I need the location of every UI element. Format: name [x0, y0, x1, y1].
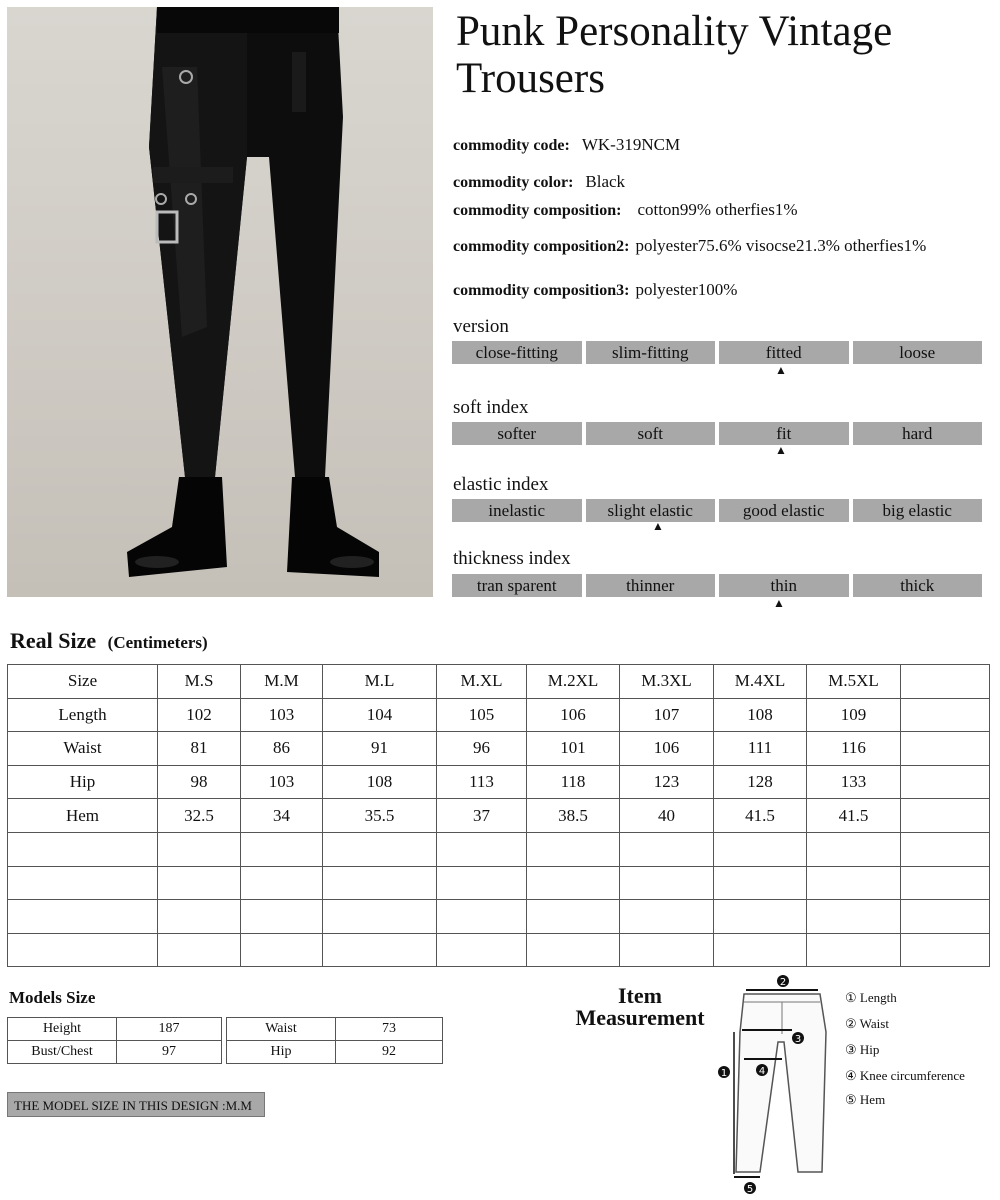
table-row: Bust/Chest 97 [8, 1041, 222, 1064]
table-cell: Length [8, 698, 158, 732]
table-cell: M.L [323, 665, 437, 699]
table-cell [901, 900, 990, 934]
table-cell: M.3XL [620, 665, 714, 699]
table-cell: 104 [323, 698, 437, 732]
table-cell: 107 [620, 698, 714, 732]
elastic-index-option: slight elastic [586, 499, 716, 522]
soft-index-scale [452, 422, 982, 445]
models-size-table-right [226, 1017, 443, 1064]
table-cell: 116 [807, 732, 901, 766]
table-cell [437, 900, 527, 934]
table-cell [158, 933, 241, 967]
svg-text:4: 4 [758, 1066, 766, 1077]
table-cell [620, 900, 714, 934]
thickness-index-option: thinner [586, 574, 716, 597]
elastic-index-option: inelastic [452, 499, 582, 522]
model-size-note: THE MODEL SIZE IN THIS DESIGN :M.M [7, 1092, 265, 1117]
table-cell: 133 [807, 765, 901, 799]
table-cell: 40 [620, 799, 714, 833]
table-row [8, 698, 990, 732]
table-cell [620, 933, 714, 967]
table-cell [8, 832, 158, 866]
thickness-index-option: thick [853, 574, 983, 597]
product-photo [7, 7, 433, 597]
table-cell [323, 866, 437, 900]
table-cell [527, 900, 620, 934]
thickness-index-option: thin [719, 574, 849, 597]
table-cell [807, 866, 901, 900]
table-cell [437, 866, 527, 900]
legend-item-waist: ② Waist [845, 1016, 889, 1031]
legend-item-hip: ③ Hip [845, 1042, 880, 1057]
table-cell: 91 [323, 732, 437, 766]
table-cell [901, 933, 990, 967]
table-cell: 108 [323, 765, 437, 799]
table-cell [158, 900, 241, 934]
svg-text:5: 5 [746, 1184, 754, 1195]
real-size-title: Real Size (Centimeters) [10, 628, 208, 653]
spec-color: commodity color: Black [453, 172, 626, 191]
soft-index-option: softer [452, 422, 582, 445]
table-row [8, 900, 990, 934]
table-cell: 96 [437, 732, 527, 766]
table-cell: M.XL [437, 665, 527, 699]
table-cell [8, 866, 158, 900]
table-cell: M.M [241, 665, 323, 699]
version-label: version [453, 316, 509, 337]
table-cell: 98 [158, 765, 241, 799]
thickness-index-indicator-icon: ▲ [773, 596, 785, 610]
thickness-index-scale [452, 574, 982, 597]
table-cell: 35.5 [323, 799, 437, 833]
table-cell [241, 933, 323, 967]
table-row [8, 799, 990, 833]
table-cell: 108 [714, 698, 807, 732]
table-cell [714, 900, 807, 934]
table-cell [323, 900, 437, 934]
soft-index-option: hard [853, 422, 983, 445]
soft-index-option: fit [719, 422, 849, 445]
table-cell [714, 832, 807, 866]
table-cell: Hem [8, 799, 158, 833]
table-cell: 111 [714, 732, 807, 766]
models-size-title: Models Size [9, 988, 96, 1007]
soft-index-option: soft [586, 422, 716, 445]
soft-index-label: soft index [453, 397, 529, 418]
elastic-index-scale [452, 499, 982, 522]
table-cell: 109 [807, 698, 901, 732]
legend-item-knee: ④ Knee circumference [845, 1068, 965, 1083]
table-cell: 123 [620, 765, 714, 799]
table-cell: 38.5 [527, 799, 620, 833]
table-cell [901, 698, 990, 732]
table-cell: M.2XL [527, 665, 620, 699]
measurement-legend [845, 990, 965, 1108]
table-cell [901, 799, 990, 833]
table-cell [8, 933, 158, 967]
table-cell: 102 [158, 698, 241, 732]
table-cell [241, 900, 323, 934]
table-cell: 86 [241, 732, 323, 766]
models-size-table-left [7, 1017, 222, 1064]
legend-item-length: ① Length [845, 990, 897, 1005]
table-cell: 103 [241, 765, 323, 799]
table-cell: M.5XL [807, 665, 901, 699]
table-cell [241, 832, 323, 866]
table-cell: M.S [158, 665, 241, 699]
table-cell: 34 [241, 799, 323, 833]
version-option: slim-fitting [586, 341, 716, 364]
spec-composition: commodity composition: cotton99% otherfies1% [453, 200, 798, 219]
spec-code: commodity code: WK-319NCM [453, 135, 681, 154]
table-cell: 81 [158, 732, 241, 766]
table-cell [527, 832, 620, 866]
table-cell: 103 [241, 698, 323, 732]
table-cell: 37 [437, 799, 527, 833]
table-row [8, 933, 990, 967]
table-cell [901, 665, 990, 699]
table-cell [901, 765, 990, 799]
svg-text:1: 1 [720, 1068, 728, 1079]
thickness-index-option: tran sparent [452, 574, 582, 597]
table-cell: 106 [527, 698, 620, 732]
table-row: Waist 73 [227, 1018, 443, 1041]
table-row [8, 832, 990, 866]
table-cell: 128 [714, 765, 807, 799]
svg-text:2: 2 [779, 977, 787, 988]
table-cell [901, 732, 990, 766]
table-cell [807, 832, 901, 866]
thickness-index-label: thickness index [453, 548, 571, 569]
table-cell [807, 900, 901, 934]
table-cell: Hip [8, 765, 158, 799]
trousers-measurement-diagram [710, 972, 840, 1196]
table-row [8, 732, 990, 766]
elastic-index-option: big elastic [853, 499, 983, 522]
table-cell [323, 933, 437, 967]
table-cell: 41.5 [807, 799, 901, 833]
version-scale [452, 341, 982, 364]
soft-index-indicator-icon: ▲ [775, 443, 787, 457]
table-cell [527, 933, 620, 967]
table-cell [714, 933, 807, 967]
spec-composition3: commodity composition3: polyester100% [453, 280, 738, 299]
spec-composition2: commodity composition2: polyester75.6% visocse21.3% otherfies1% [453, 236, 927, 255]
elastic-index-indicator-icon: ▲ [652, 519, 664, 533]
table-cell: Size [8, 665, 158, 699]
table-cell [158, 832, 241, 866]
table-cell [8, 900, 158, 934]
table-cell: Waist [8, 732, 158, 766]
table-cell: 118 [527, 765, 620, 799]
table-cell [901, 832, 990, 866]
table-cell: 113 [437, 765, 527, 799]
product-title: Punk Personality Vintage Trousers [456, 8, 893, 102]
legend-item-hem: ⑤ Hem [845, 1092, 886, 1107]
table-cell [620, 832, 714, 866]
table-row [8, 765, 990, 799]
version-option: loose [853, 341, 983, 364]
table-cell [437, 832, 527, 866]
table-cell: M.4XL [714, 665, 807, 699]
table-row: Hip 92 [227, 1041, 443, 1064]
table-row [8, 866, 990, 900]
table-cell: 41.5 [714, 799, 807, 833]
table-cell [620, 866, 714, 900]
version-indicator-icon: ▲ [775, 363, 787, 377]
table-cell [241, 866, 323, 900]
elastic-index-label: elastic index [453, 474, 549, 495]
size-table [7, 664, 990, 967]
elastic-index-option: good elastic [719, 499, 849, 522]
table-cell [323, 832, 437, 866]
table-cell [901, 866, 990, 900]
item-measurement-title: Item Measurement [575, 983, 705, 1030]
table-cell: 101 [527, 732, 620, 766]
svg-text:3: 3 [794, 1034, 802, 1045]
table-cell [437, 933, 527, 967]
table-cell: 106 [620, 732, 714, 766]
table-cell: 32.5 [158, 799, 241, 833]
version-option: fitted [719, 341, 849, 364]
table-cell: 105 [437, 698, 527, 732]
table-cell [158, 866, 241, 900]
table-header-row [8, 665, 990, 699]
table-cell [714, 866, 807, 900]
table-row: Height 187 [8, 1018, 222, 1041]
version-option: close-fitting [452, 341, 582, 364]
table-cell [807, 933, 901, 967]
table-cell [527, 866, 620, 900]
trousers-photo-illustration [7, 7, 433, 597]
